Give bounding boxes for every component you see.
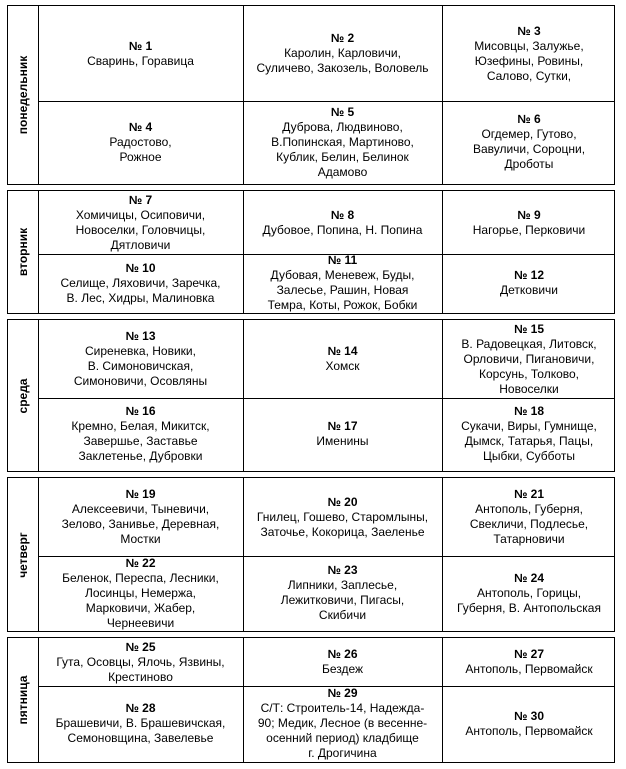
route-number: № 10 [125, 260, 156, 275]
route-locations: В. Лес, Хидры, Малиновка [66, 290, 215, 305]
route-cell [38, 398, 243, 470]
route-locations: Семоновщина, Завелевье [67, 731, 214, 745]
route-cell [38, 191, 243, 254]
route-locations: осенний период) кладбище [266, 731, 419, 745]
route-locations: Гнилец, Гошево, Старомлыны, [256, 509, 429, 524]
route-number: № 5 [330, 104, 355, 119]
route-number: № 11 [327, 253, 358, 267]
route-locations: Сукачи, Виры, Гумнище, [461, 419, 597, 433]
route-number: № 15 [513, 321, 545, 336]
route-cell [442, 638, 616, 686]
route-cell [243, 556, 442, 630]
route-locations: Гута, Осовцы, Ялочь, Язвины, [56, 654, 225, 669]
route-locations: Липники, Заплесье, [287, 578, 398, 592]
route-cell [442, 478, 616, 556]
route-number: № 17 [327, 419, 358, 433]
route-cell [243, 638, 442, 686]
route-locations: Цыбки, Субботы [482, 449, 576, 463]
route-locations: Татарновичи [493, 532, 565, 546]
route-number: № 4 [128, 119, 153, 134]
route-locations: С/Т: Строитель-14, Надежда- [260, 701, 425, 715]
route-locations: Юзефины, Ровины, [474, 53, 584, 68]
day-label [8, 320, 39, 471]
route-cell [243, 398, 442, 470]
day-label [8, 191, 39, 313]
route-cell [442, 686, 616, 761]
route-cell [442, 6, 616, 101]
route-locations: Дубовая, Меневеж, Буды, [270, 268, 415, 282]
day-label-text: вторник [16, 227, 30, 277]
route-locations: Вавуличи, Сороцни, [472, 142, 586, 156]
route-cell [38, 101, 243, 183]
route-number: № 16 [125, 404, 156, 418]
route-number: № 14 [327, 344, 358, 358]
route-locations: Салово, Сутки, [486, 68, 572, 83]
route-cell [243, 6, 442, 101]
route-locations: Заточье, Кокорица, Заеленье [260, 524, 425, 539]
route-locations: Сваринь, Горавица [87, 53, 194, 68]
route-locations: Селище, Ляховичи, Заречка, [60, 275, 221, 290]
route-locations: Дымск, Татарья, Пацы, [464, 434, 594, 448]
route-number: № 9 [517, 207, 541, 222]
route-cell [442, 398, 616, 470]
route-locations: Хомск [325, 359, 360, 373]
route-locations: Новоселки [499, 381, 559, 396]
route-number: № 7 [128, 192, 153, 207]
route-locations: Огдемер, Гутово, [481, 127, 577, 141]
day-block [7, 319, 615, 472]
route-cell [442, 101, 616, 183]
route-locations: Скибичи [318, 608, 367, 622]
route-locations: Алексеевичи, Тыневичи, [71, 502, 210, 516]
route-locations: г. Дрогичина [308, 746, 377, 760]
day-label [8, 6, 39, 184]
route-cell [243, 686, 442, 761]
route-number: № 8 [330, 207, 355, 222]
day-block [7, 477, 615, 632]
route-number: № 29 [327, 686, 358, 700]
route-locations: Антополь, Горицы, [476, 585, 582, 600]
route-locations: Лежитковичи, Пигасы, [280, 593, 405, 607]
schedule-table [7, 5, 615, 763]
route-locations: Кремно, Белая, Микитск, [71, 419, 210, 433]
route-locations: Дуброва, Людвиново, [282, 119, 403, 134]
route-locations: Детковичи [500, 283, 558, 297]
route-cell [442, 556, 616, 630]
route-locations: Мостки [120, 532, 161, 546]
route-number: № 20 [327, 494, 358, 509]
route-locations: Корсунь, Толково, [479, 366, 579, 381]
route-locations: Брашевичи, В. Брашевичская, [55, 716, 226, 730]
route-number: № 1 [128, 38, 153, 53]
route-cell [38, 556, 243, 630]
route-cell [38, 686, 243, 761]
route-cell [38, 254, 243, 312]
route-number: № 18 [513, 404, 545, 418]
route-locations: Крестиново [108, 669, 173, 684]
route-number: № 3 [517, 23, 541, 38]
day-label [8, 638, 39, 762]
route-cell [442, 320, 616, 398]
day-label-text: среда [16, 378, 30, 413]
route-locations: Лосинцы, Немержа, [84, 585, 197, 600]
route-number: № 13 [125, 329, 156, 343]
route-locations: Марковичи, Жабер, [85, 600, 196, 615]
route-locations: Именины [316, 434, 369, 448]
route-locations: Темра, Коты, Рожок, Бобки [267, 298, 418, 312]
route-locations: Адамово [317, 164, 368, 179]
route-cell [243, 254, 442, 312]
route-cell [243, 478, 442, 556]
route-locations: Симоновичи, Осовляны [73, 374, 208, 388]
route-number: № 24 [513, 570, 545, 585]
route-locations: Новоселки, Головчицы, [75, 222, 206, 237]
route-cell [38, 638, 243, 686]
route-number: № 30 [513, 708, 545, 723]
route-locations: 90; Медик, Лесное (в весенне- [257, 716, 428, 730]
route-locations: Суличево, Закозель, Воловель [256, 61, 429, 75]
route-locations: Хомичицы, Осиповичи, [75, 207, 206, 222]
route-locations: В.Попинская, Мартиново, [271, 134, 414, 149]
route-number: № 19 [125, 487, 156, 501]
route-cell [38, 6, 243, 101]
route-locations: Губерня, В. Антопольская [457, 600, 601, 615]
route-locations: Дубовое, Попина, Н. Попина [262, 222, 423, 237]
route-locations: Завершье, Заставье [83, 434, 198, 448]
day-block [7, 637, 615, 763]
day-label [8, 478, 39, 631]
route-cell [442, 254, 616, 312]
route-locations: Каролин, Карловичи, [284, 46, 401, 60]
route-locations: Бездеж [321, 662, 364, 676]
route-locations: Антополь, Первомайск [465, 723, 593, 738]
route-locations: Нагорье, Перковичи [472, 222, 586, 237]
route-number: № 12 [513, 268, 545, 282]
route-locations: Антополь, Губерня, [475, 502, 583, 516]
route-locations: Антополь, Первомайск [465, 662, 593, 676]
day-label-text: пятница [16, 675, 30, 725]
route-number: № 6 [517, 112, 541, 126]
route-locations: В. Симоновичская, [87, 359, 194, 373]
day-label-text: понедельник [16, 55, 30, 135]
route-cell [38, 320, 243, 398]
route-locations: Дятловичи [110, 237, 171, 252]
route-locations: Радостово, [109, 134, 172, 149]
route-cell [243, 101, 442, 183]
route-number: № 21 [513, 487, 545, 501]
route-cell [442, 191, 616, 254]
route-number: № 27 [513, 647, 545, 661]
route-number: № 22 [125, 555, 156, 570]
route-locations: Свекличи, Подлесье, [469, 517, 589, 531]
day-block [7, 190, 615, 314]
route-number: № 23 [327, 563, 358, 577]
route-locations: В. Радовецкая, Литовск, [461, 336, 597, 351]
route-cell [38, 478, 243, 556]
route-number: № 28 [125, 701, 156, 715]
route-cell [243, 191, 442, 254]
route-locations: Заклетенье, Дубровки [78, 449, 203, 463]
route-locations: Чернеевичи [106, 615, 175, 630]
route-locations: Дроботы [504, 157, 554, 171]
route-cell [243, 320, 442, 398]
route-locations: Залесье, Рашин, Новая [276, 283, 409, 297]
route-locations: Зелово, Занивье, Деревная, [61, 517, 220, 531]
route-number: № 2 [330, 31, 355, 45]
route-number: № 25 [125, 639, 156, 654]
route-locations: Кублик, Белин, Белинок [276, 149, 409, 164]
day-label-text: четверг [16, 531, 30, 578]
route-locations: Сиреневка, Новики, [85, 344, 196, 358]
route-locations: Орловичи, Пигановичи, [463, 351, 595, 366]
route-locations: Мисовцы, Залужье, [474, 38, 584, 53]
route-number: № 26 [327, 647, 358, 661]
route-locations: Беленок, Переспа, Лесники, [62, 570, 219, 585]
route-locations: Рожное [119, 149, 162, 164]
day-block [7, 5, 615, 185]
